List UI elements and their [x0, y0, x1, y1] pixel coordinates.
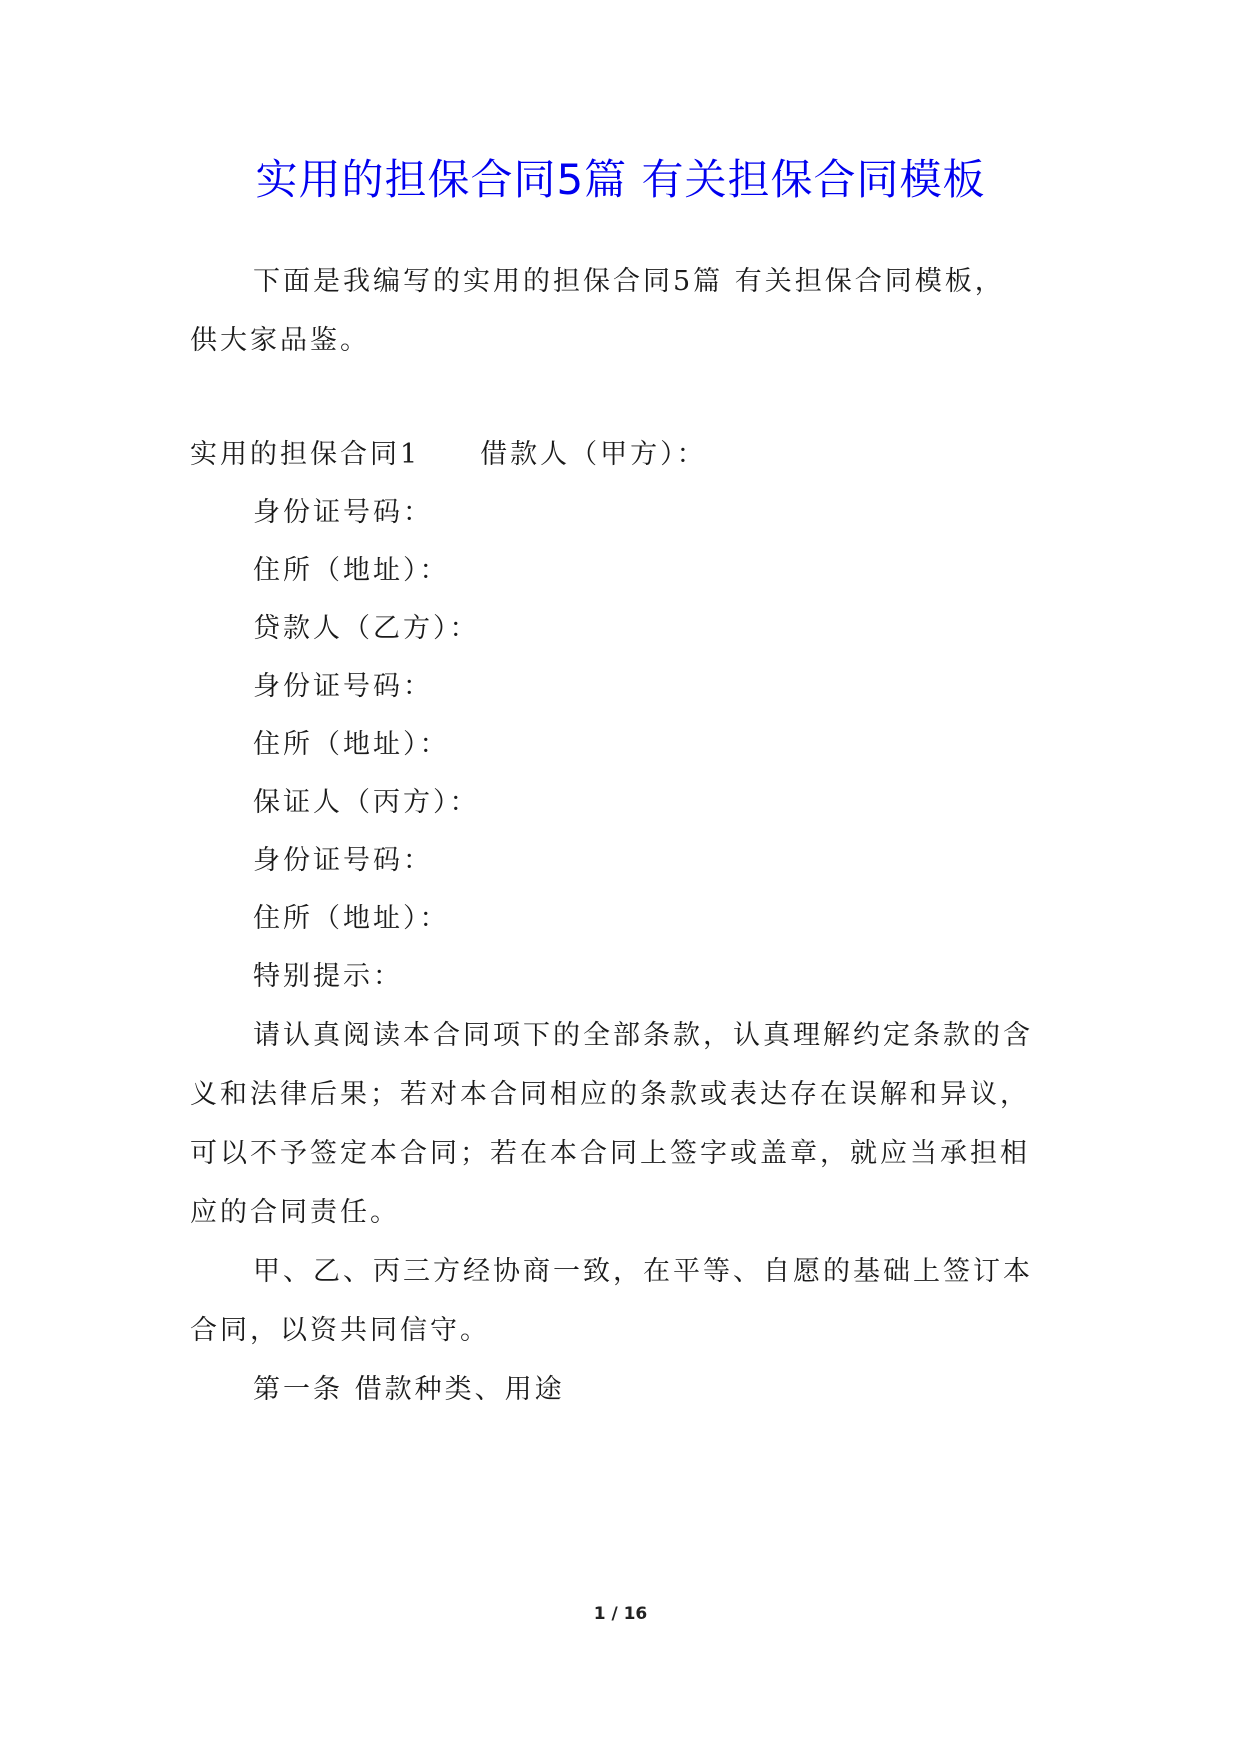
party-line: 身份证号码： [253, 497, 433, 528]
special-notice-label: 特别提示： [253, 961, 403, 992]
notice-line-2: 义和法律后果；若对本合同相应的条款或表达存在误解和异议， [190, 1079, 1030, 1110]
agreement-line-2: 合同，以资共同信守。 [190, 1315, 490, 1346]
party-line: 住所（地址）： [253, 903, 450, 934]
document-title: 实用的担保合同5篇 有关担保合同模板 [255, 155, 986, 204]
article-1-heading: 第一条 借款种类、用途 [253, 1374, 565, 1405]
notice-line-3: 可以不予签定本合同；若在本合同上签字或盖章，就应当承担相 [190, 1138, 1030, 1169]
party-line: 贷款人（乙方）： [253, 613, 480, 644]
notice-line-1: 请认真阅读本合同项下的全部条款，认真理解约定条款的含 [253, 1020, 1033, 1051]
party-line: 住所（地址）： [253, 555, 450, 586]
party-line: 住所（地址）： [253, 729, 450, 760]
section-heading: 实用的担保合同1 借款人（甲方）： [190, 439, 707, 470]
intro-line-2: 供大家品鉴。 [190, 325, 370, 356]
notice-line-4: 应的合同责任。 [190, 1197, 400, 1228]
party-line: 身份证号码： [253, 845, 433, 876]
intro-line-1: 下面是我编写的实用的担保合同5篇 有关担保合同模板， [253, 266, 1005, 297]
page-number: 1 / 16 [593, 1604, 648, 1624]
party-line: 保证人（丙方）： [253, 787, 480, 818]
agreement-line-1: 甲、乙、丙三方经协商一致，在平等、自愿的基础上签订本 [253, 1256, 1033, 1287]
party-line: 身份证号码： [253, 671, 433, 702]
